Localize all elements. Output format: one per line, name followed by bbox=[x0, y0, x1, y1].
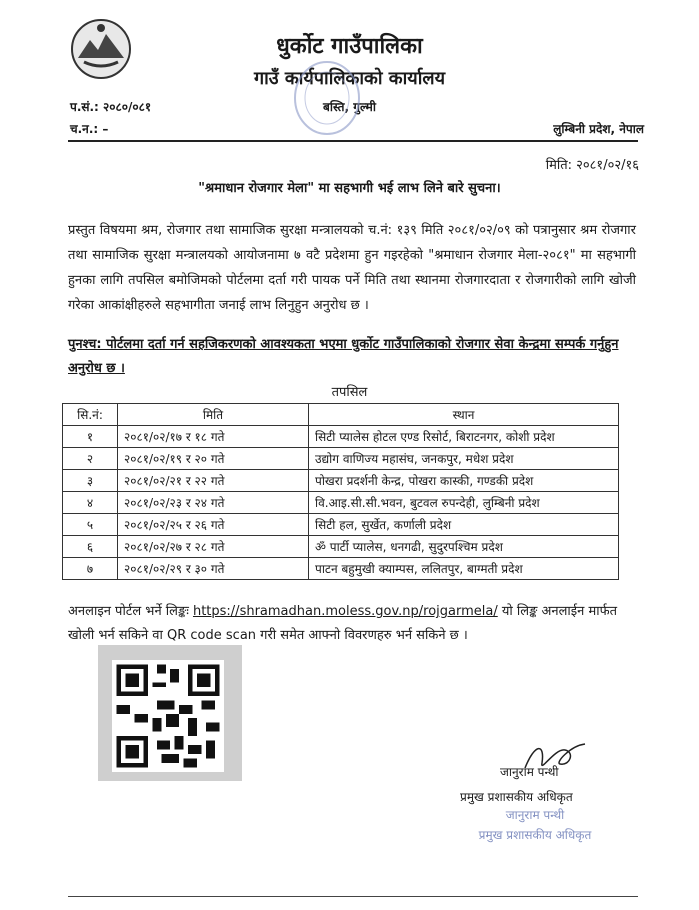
cell-venue: सिटी हल, सुर्खेत, कर्णाली प्रदेश bbox=[309, 514, 619, 536]
footer-divider bbox=[68, 896, 638, 897]
cell-venue: वि.आइ.सी.सी.भवन, बुटवल रुपन्देही, लुम्बिनी प्रदेश bbox=[309, 492, 619, 514]
cell-venue: उद्योग वाणिज्य महासंघ, जनकपुर, मधेश प्रदेश bbox=[309, 448, 619, 470]
table-row bbox=[63, 514, 619, 536]
office-seal-stamp bbox=[292, 58, 362, 138]
table-row bbox=[63, 470, 619, 492]
office-address: बस्ति, गुल्मी bbox=[323, 100, 376, 114]
postscript: पुनश्च: पोर्टलमा दर्ता गर्न सहजिकरणको आवश्यकता भएमा धुर्कोट गाउँपालिकाको रोजगार सेवा केन्द्रमा सम्पर्क गर्नुहुन अनुरोध छ । bbox=[68, 337, 619, 376]
cell-date: २०८१/०२/२७ र २८ गते bbox=[118, 536, 309, 558]
schedule-table bbox=[62, 403, 619, 580]
cell-serial: ६ bbox=[63, 536, 118, 558]
header-venue: स्थान bbox=[309, 404, 619, 426]
online-suffix: यो लिङ्क अनलाईन मार्फत खोली भर्न सकिने वा QR code scan गरी समेत आफ्नो विवरणहरु भर्न सकिने छ । bbox=[68, 604, 618, 643]
portal-link[interactable]: https://shramadhan.moless.gov.np/rojgarmela/ bbox=[192, 604, 498, 619]
signatory-title: प्रमुख प्रशासकीय अधिकृत bbox=[460, 790, 573, 804]
cell-venue: ॐ पार्टी प्यालेस, धनगढी, सुदुरपश्चिम प्रदेश bbox=[309, 536, 619, 558]
cell-date: २०८१/०२/१७ र १८ गते bbox=[118, 426, 309, 448]
online-prefix: अनलाइन पोर्टल भर्ने लिङ्कः bbox=[68, 604, 193, 619]
body-paragraph: प्रस्तुत विषयमा श्रम, रोजगार तथा सामाजिक सुरक्षा मन्त्रालयको च.नं: १३९ मिति २०८१/०२/०९ को पत्रानुसार श्रम रोजगार तथा सामाजिक सुरक्षा मन्त्रालयको आयोजनामा ७ वटै प्रदेशमा हुन गइरहेको "श्रमाधान रोजगार मेला-२०८१" मा सहभागी हुनका लागि तपसिल बमोजिमको पोर्टलमा दर्ता गरी पायक पर्ने मिति तथा स्थानमा रोजगारदाता र रोजगारीको लागि खोजी गरेका आकांक्षीहरुले सहभागीता जनाई लाभ लिनुहुन अनुरोध छ । bbox=[68, 223, 636, 313]
cell-date: २०८१/०२/२५ र २६ गते bbox=[118, 514, 309, 536]
header-divider bbox=[68, 140, 638, 142]
cell-serial: ४ bbox=[63, 492, 118, 514]
letter-date: मिति: २०८१/०२/१६ bbox=[545, 158, 639, 173]
cell-serial: ५ bbox=[63, 514, 118, 536]
header-date: मिति bbox=[118, 404, 309, 426]
cell-serial: १ bbox=[63, 426, 118, 448]
stamp-name: जानुराम पन्थी bbox=[505, 808, 565, 822]
reference-number: प.सं.: २०८०/०८१ bbox=[70, 100, 152, 114]
table-header-row bbox=[63, 404, 619, 426]
header-serial: सि.नं: bbox=[63, 404, 118, 426]
table-row bbox=[63, 426, 619, 448]
cell-venue: पाटन बहुमुखी क्याम्पस, ललितपुर, बाग्मती प्रदेश bbox=[309, 558, 619, 580]
cell-date: २०८१/०२/१९ र २० गते bbox=[118, 448, 309, 470]
dispatch-number: च.न.: – bbox=[70, 122, 109, 136]
cell-venue: पोखरा प्रदर्शनी केन्द्र, पोखरा कास्की, गण्डकी प्रदेश bbox=[309, 470, 619, 492]
qr-code-icon bbox=[112, 660, 224, 772]
stamp-title: प्रमुख प्रशासकीय अधिकृत bbox=[478, 828, 592, 842]
province-label: लुम्बिनी प्रदेश, नेपाल bbox=[553, 122, 644, 136]
office-name: गाउँ कार्यपालिकाको कार्यालय bbox=[253, 68, 446, 89]
signatory-name: जानुराम पन्थी bbox=[500, 765, 559, 779]
online-portal-text bbox=[68, 600, 638, 648]
cell-serial: ७ bbox=[63, 558, 118, 580]
cell-venue: सिटी प्यालेस होटल एण्ड रिसोर्ट, बिराटनगर, कोशी प्रदेश bbox=[309, 426, 619, 448]
letter-subject: "श्रमाधान रोजगार मेला" मा सहभागी भई लाभ लिने बारे सुचना। bbox=[198, 181, 501, 196]
table-row bbox=[63, 448, 619, 470]
cell-date: २०८१/०२/२१ र २२ गते bbox=[118, 470, 309, 492]
cell-date: २०८१/०२/२३ र २४ गते bbox=[118, 492, 309, 514]
table-caption: तपसिल bbox=[331, 385, 368, 400]
table-row bbox=[63, 536, 619, 558]
cell-serial: ३ bbox=[63, 470, 118, 492]
cell-serial: २ bbox=[63, 448, 118, 470]
table-row bbox=[63, 558, 619, 580]
table-row bbox=[63, 492, 619, 514]
cell-date: २०८१/०२/२९ र ३० गते bbox=[118, 558, 309, 580]
municipality-name: धुर्कोट गाउँपालिका bbox=[276, 34, 423, 59]
signatory-stamp bbox=[445, 805, 625, 855]
